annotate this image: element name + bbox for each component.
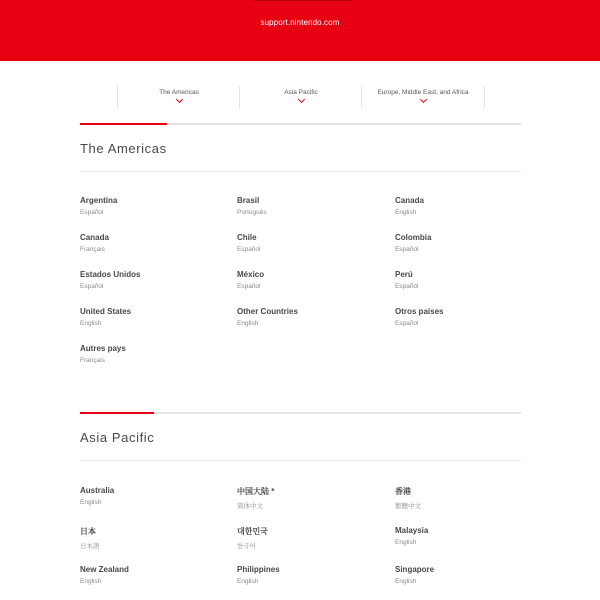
site-header [0,0,600,61]
section-title: The Americas [80,141,167,156]
country-name: Perú [395,270,413,279]
country-name: 日本 [80,527,96,536]
section-divider [80,412,521,414]
country-language: Français [80,357,105,364]
country-name: Australia [80,486,115,495]
country-name: Philippines [237,565,280,574]
section-divider [80,123,521,125]
country-link[interactable] [80,565,230,585]
country-link[interactable] [237,307,387,327]
country-link[interactable] [237,486,387,510]
country-name: New Zealand [80,565,129,574]
country-language: Español [395,320,419,327]
country-link[interactable] [237,196,387,216]
country-name: Canada [395,196,424,205]
country-link[interactable] [80,233,230,253]
country-link[interactable] [80,307,230,327]
country-link[interactable] [80,526,230,550]
country-language: English [237,578,259,585]
country-link[interactable] [237,526,387,550]
country-link[interactable] [395,486,545,510]
country-language: Français [80,246,105,253]
tab-the-americas[interactable] [117,86,240,108]
section-asia-pacific [80,412,521,600]
section-the-americas [80,123,521,383]
country-name: Brasil [237,196,260,205]
country-name: 中国大陆 * [237,487,275,496]
country-language: Español [237,283,261,290]
country-link[interactable] [80,196,230,216]
support-url[interactable]: support.nintendo.com [260,18,340,27]
country-name: 대한민국 [237,527,268,536]
header-top-line [254,0,352,1]
country-name: Estados Unidos [80,270,141,279]
country-link[interactable] [395,526,545,546]
country-language: Español [395,283,419,290]
chevron-down-icon [419,96,426,103]
section-separator [80,171,521,172]
country-link[interactable] [395,270,545,290]
country-language: Português [237,209,267,216]
country-link[interactable] [80,486,230,506]
section-title: Asia Pacific [80,430,155,445]
country-link[interactable] [395,233,545,253]
country-language: 繁體中文 [395,503,421,510]
country-language: English [80,578,102,585]
country-link[interactable] [395,196,545,216]
country-language: 한국어 [237,543,256,550]
country-name: México [237,270,265,279]
section-separator [80,460,521,461]
country-name: Canada [80,233,109,242]
section-accent-bar [80,123,167,125]
country-language: 日本語 [80,543,100,550]
country-language: English [395,539,417,546]
country-link[interactable] [395,565,545,585]
country-language: English [80,320,102,327]
country-link[interactable] [237,565,387,585]
country-name: Malaysia [395,526,429,535]
country-name: Chile [237,233,257,242]
country-language: Español [395,246,419,253]
country-name: United States [80,307,132,316]
country-language: Español [237,246,261,253]
tab-label: Asia Pacific [284,89,318,96]
tab-label: The Americas [159,89,199,96]
country-language: English [395,209,417,216]
country-language: English [237,320,259,327]
region-nav [117,86,483,108]
country-language: 简体中文 [237,503,263,510]
country-name: Colombia [395,233,432,242]
tab-asia-pacific[interactable] [239,86,362,108]
country-language: English [395,578,417,585]
country-link[interactable] [80,344,230,364]
country-link[interactable] [80,270,230,290]
country-name: Otros países [395,307,444,316]
country-link[interactable] [395,307,545,327]
country-language: Español [80,283,104,290]
country-language: English [80,499,102,506]
country-name: Autres pays [80,344,126,353]
tab-label: Europe, Middle East, and Africa [377,89,469,96]
chevron-down-icon [175,96,182,103]
country-name: Other Countries [237,307,298,316]
section-accent-bar [80,412,154,414]
country-language: Español [80,209,104,216]
country-link[interactable] [237,233,387,253]
chevron-down-icon [297,96,304,103]
tab-europe-middle-east-africa[interactable] [361,86,485,108]
country-name: 香港 [395,487,411,496]
country-link[interactable] [237,270,387,290]
country-name: Argentina [80,196,118,205]
country-name: Singapore [395,565,435,574]
